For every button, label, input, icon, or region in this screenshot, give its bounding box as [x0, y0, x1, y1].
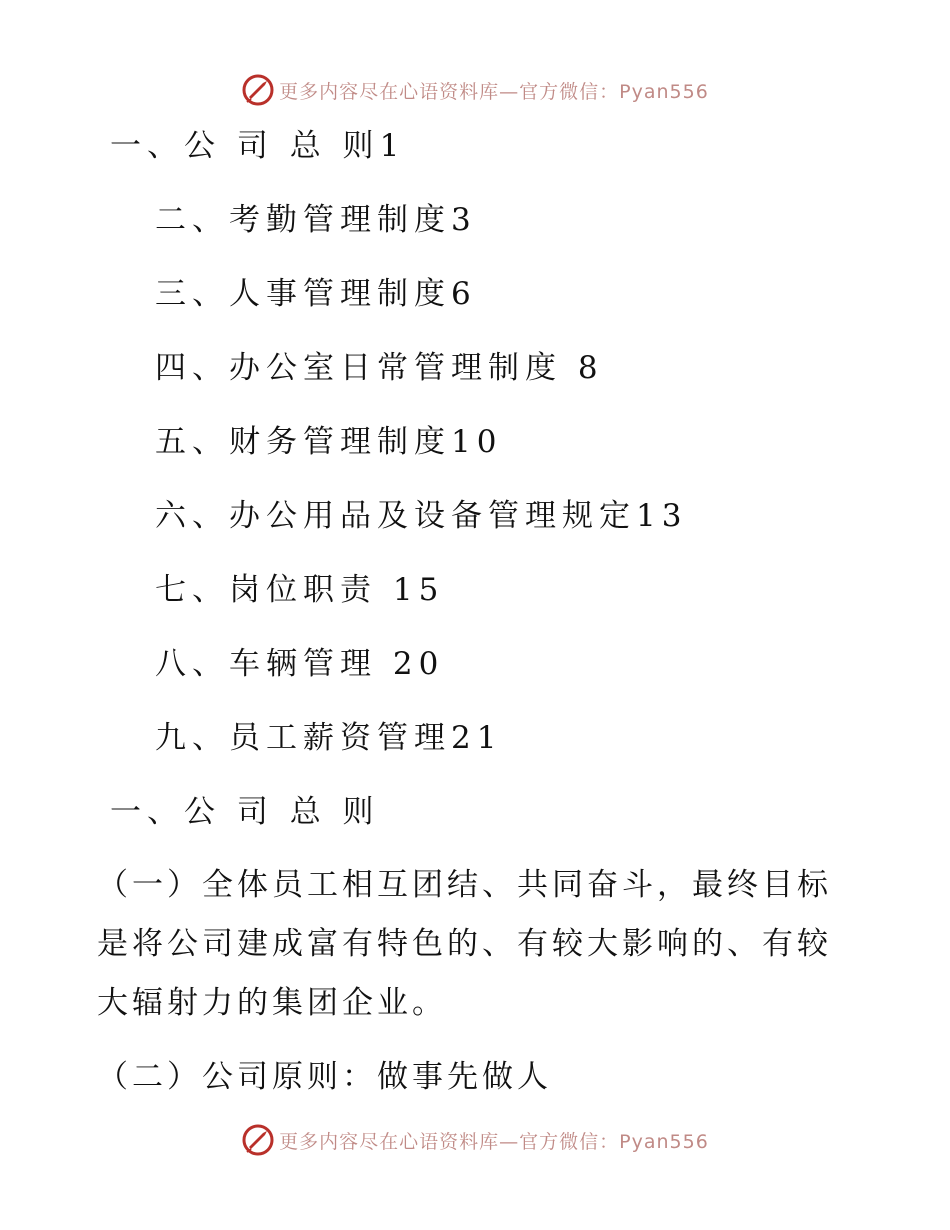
watermark-id: Pyan556 — [619, 1130, 709, 1153]
toc-label: 七、岗位职责 — [155, 572, 377, 608]
watermark-top — [0, 70, 950, 110]
toc-label: 二、考勤管理制度 — [155, 202, 451, 238]
quill-logo-icon — [241, 1123, 275, 1157]
toc-item-8 — [155, 644, 444, 684]
toc-item-3 — [155, 274, 477, 314]
toc-page: 1 — [379, 128, 406, 164]
toc-item-4 — [155, 348, 604, 388]
paragraph-2: （二）公司原则：做事先做人 — [97, 1059, 552, 1095]
toc-item-2 — [155, 200, 477, 240]
toc-page: 21 — [451, 720, 503, 756]
toc-page: 8 — [577, 350, 604, 386]
toc-label: 三、人事管理制度 — [155, 276, 451, 312]
toc-item-6 — [155, 496, 687, 536]
toc-item-9 — [155, 718, 502, 758]
toc-label: 一、公 司 总 则 — [110, 128, 380, 164]
toc-label: 五、财务管理制度 — [155, 424, 451, 460]
toc-label: 九、员工薪资管理 — [155, 720, 451, 756]
watermark-bottom — [0, 1120, 950, 1160]
watermark-text: 更多内容尽在心语资料库—官方微信： — [279, 80, 620, 103]
watermark-text: 更多内容尽在心语资料库—官方微信： — [279, 1130, 620, 1153]
toc-page: 13 — [636, 498, 688, 534]
watermark-id: Pyan556 — [619, 80, 709, 103]
toc-page: 15 — [392, 572, 445, 608]
toc-page: 6 — [451, 276, 477, 312]
toc-item-5 — [155, 422, 502, 462]
section-heading: 一、公 司 总 则 — [110, 794, 380, 830]
quill-logo-icon — [241, 73, 275, 107]
toc-item-7 — [155, 570, 444, 610]
toc-page: 20 — [392, 646, 445, 682]
toc-label: 八、车辆管理 — [155, 646, 377, 682]
toc-page: 3 — [451, 202, 477, 238]
toc-label: 四、办公室日常管理制度 — [155, 350, 562, 386]
toc-label: 六、办公用品及设备管理规定 — [155, 498, 636, 534]
toc-item-1 — [110, 126, 405, 166]
paragraph-1: （一）全体员工相互团结、共同奋斗，最终目标是将公司建成富有特色的、有较大影响的、有较大辐射力的集团企业。 — [97, 867, 832, 1021]
toc-page: 10 — [451, 424, 503, 460]
